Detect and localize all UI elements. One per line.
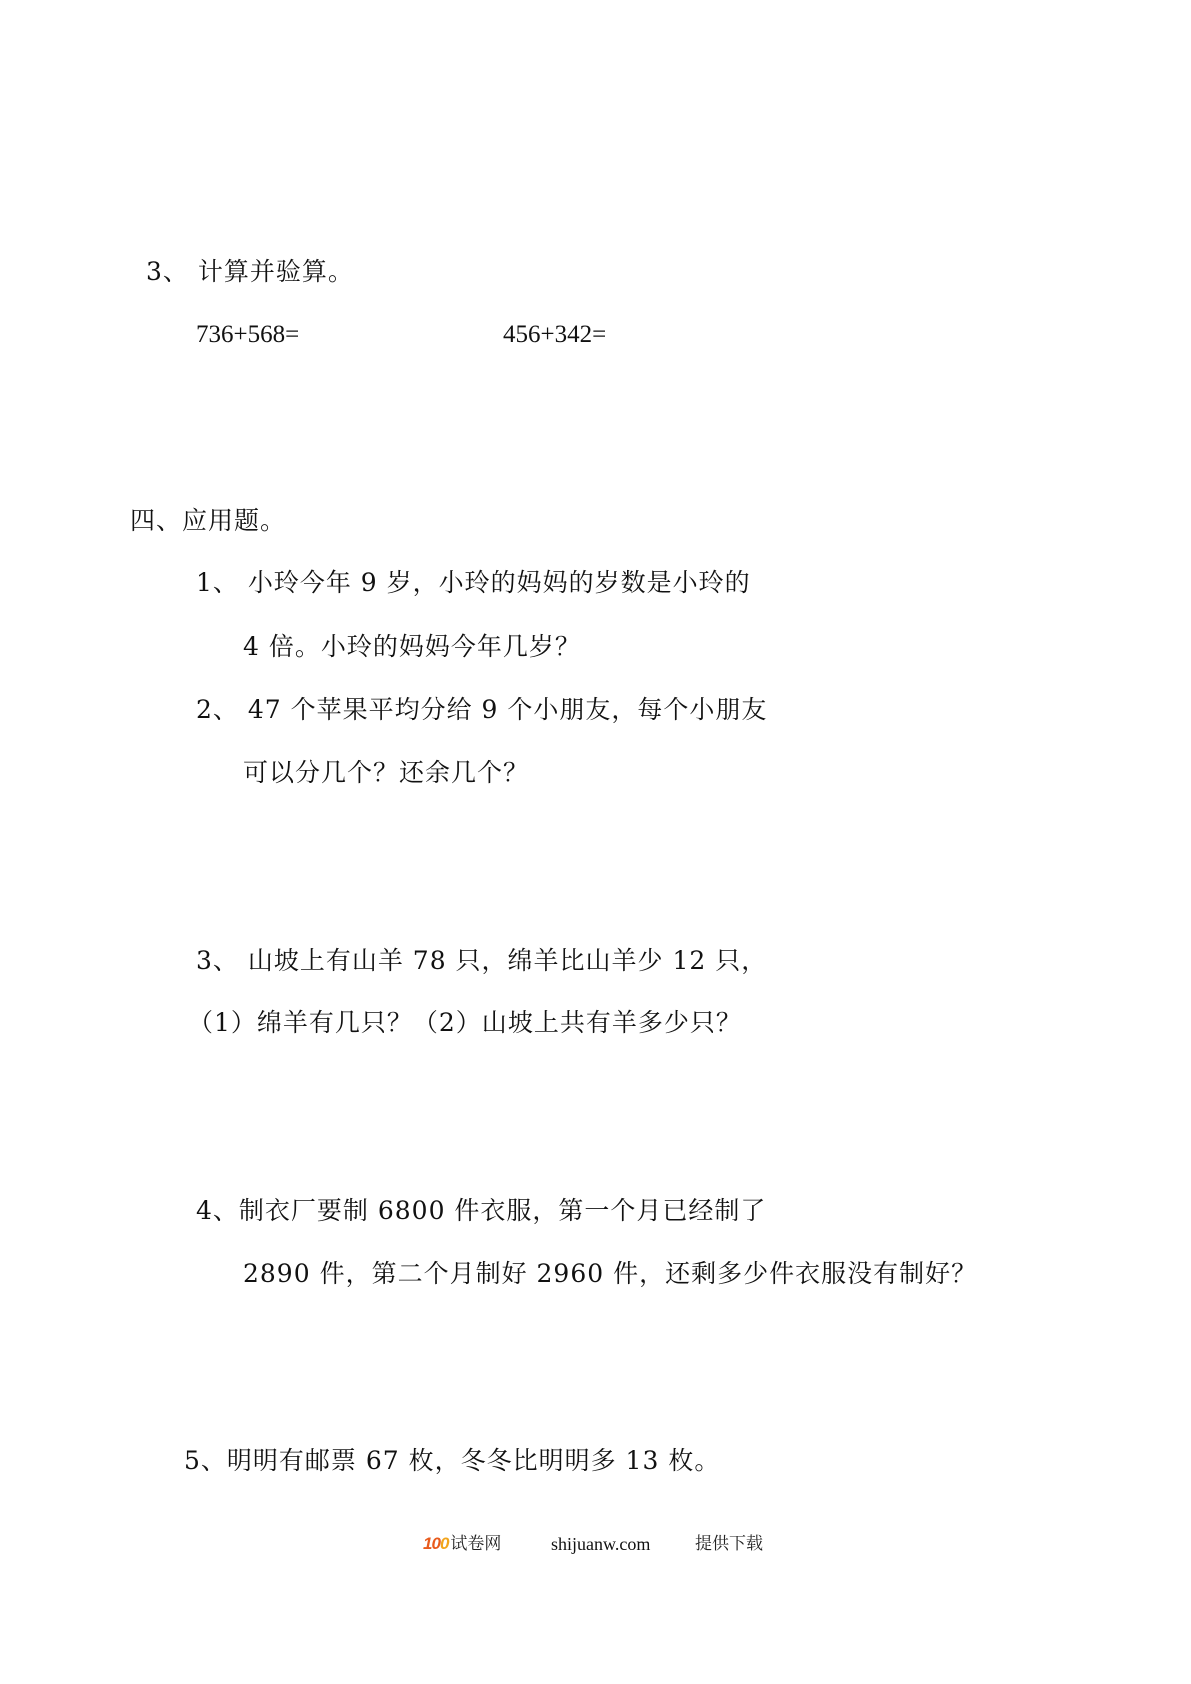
question-5-line-1: 5、明明有邮票 67 枚，冬冬比明明多 13 枚。 xyxy=(184,1446,721,1475)
site-name: 试卷网 xyxy=(450,1534,502,1554)
logo-digit-2: 0 xyxy=(431,1534,440,1553)
question-2-line-1: 2、 47 个苹果平均分给 9 个小朋友，每个小朋友 xyxy=(196,695,768,724)
site-domain: shijuanw.com xyxy=(551,1534,651,1554)
problem-a: 736+568= xyxy=(196,321,300,348)
site-logo xyxy=(423,1531,448,1557)
problem-b: 456+342= xyxy=(503,321,607,348)
provide-download-text: 提供下载 xyxy=(695,1534,763,1554)
logo-digit-3: 0 xyxy=(439,1534,449,1553)
section-4-heading: 四、应用题。 xyxy=(130,506,287,535)
section-3-heading: 3、 计算并验算。 xyxy=(146,257,354,286)
question-1-line-1: 1、 小玲今年 9 岁，小玲的妈妈的岁数是小玲的 xyxy=(196,568,751,597)
footer xyxy=(423,1531,763,1557)
question-3-line-1: 3、 山坡上有山羊 78 只，绵羊比山羊少 12 只， xyxy=(196,946,768,975)
question-2-line-2: 可以分几个？还余几个？ xyxy=(243,758,530,787)
question-4-line-1: 4、制衣厂要制 6800 件衣服，第一个月已经制了 xyxy=(196,1196,767,1225)
question-3-line-2: （1）绵羊有几只？（2）山坡上共有羊多少只？ xyxy=(188,1008,742,1037)
question-4-line-2: 2890 件，第二个月制好 2960 件，还剩多少件衣服没有制好？ xyxy=(243,1259,978,1288)
question-1-line-2: 4 倍。小玲的妈妈今年几岁？ xyxy=(243,632,581,661)
logo-digit-1: 1 xyxy=(423,1534,432,1553)
